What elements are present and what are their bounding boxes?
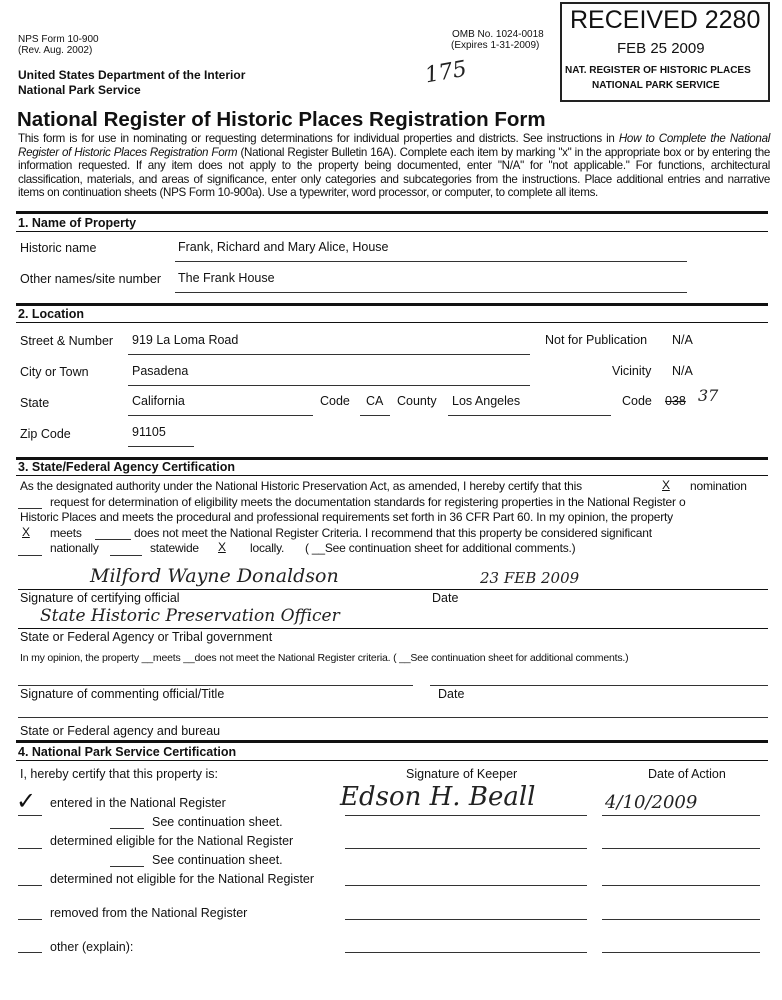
historic-name-field[interactable]: Frank, Richard and Mary Alice, House (178, 240, 389, 254)
field-underline (128, 385, 530, 386)
field-underline (175, 292, 687, 293)
keeper-line[interactable] (345, 815, 587, 816)
removed-label: removed from the National Register (50, 906, 248, 920)
divider (16, 322, 768, 323)
not-for-publication-label: Not for Publication (545, 333, 648, 347)
statewide-label: statewide (150, 541, 199, 555)
street-field[interactable]: 919 La Loma Road (132, 333, 239, 347)
certify-label: I, hereby certify that this property is: (20, 767, 218, 781)
nomination-label: nomination (690, 479, 747, 493)
omb-number: OMB No. 1024-0018 (452, 29, 544, 40)
intro-paragraph (18, 132, 770, 200)
county-code-field[interactable]: 038 (665, 394, 686, 408)
county-label: County (397, 394, 437, 408)
commenting-signature-label: Signature of commenting official/Title (20, 687, 225, 701)
action-line[interactable] (602, 815, 760, 816)
action-date-label: Date of Action (648, 767, 726, 781)
not-eligible-label: determined not eligible for the National Register (50, 872, 315, 886)
street-label: Street & Number (20, 334, 114, 348)
zip-label: Zip Code (20, 427, 71, 441)
entered-label: entered in the National Register (50, 796, 226, 810)
county-code-correction: 37 (698, 386, 719, 405)
see-continuation-2: See continuation sheet. (152, 853, 283, 867)
certifying-date: 23 FEB 2009 (480, 569, 580, 587)
stamp-line-1: NAT. REGISTER OF HISTORIC PLACES (565, 65, 751, 76)
nationally-label: nationally (50, 541, 99, 555)
action-date: 4/10/2009 (605, 792, 698, 813)
city-label: City or Town (20, 365, 89, 379)
intro-text-cont: (National Register Bulletin 16A). Complete each item by marking "x" in the appropriate box or by entering the information requested. If any item does not apply to the property being documented, enter "N/A" for "not applicable." For functions, architectural classification, materials, and areas of significance, enter only categories and subcategories from the instructions. Place additional entries and narrative items on continuation sheets (NPS Form 10-900a). Use a typewriter, word processor, or computer, to complete all items. (18, 145, 770, 200)
field-underline (128, 446, 194, 447)
does-not-meet-checkbox-line[interactable] (95, 539, 131, 540)
state-field[interactable]: California (132, 394, 185, 408)
divider (16, 303, 768, 306)
cert-line-1: As the designated authority under the National Historic Preservation Act, as amended, I hereby certify that this (20, 479, 582, 493)
field-underline (128, 354, 530, 355)
other-label: other (explain): (50, 940, 134, 954)
certifying-signature: Milford Wayne Donaldson (90, 565, 339, 587)
agency-label: State or Federal Agency or Tribal government (20, 630, 273, 644)
date-label: Date (432, 591, 459, 605)
historic-name-label: Historic name (20, 241, 97, 255)
form-revision: (Rev. Aug. 2002) (18, 45, 93, 56)
eligible-label: determined eligible for the National Register (50, 834, 294, 848)
other-names-label: Other names/site number (20, 272, 162, 286)
not-for-publication-field[interactable]: N/A (672, 333, 693, 347)
entered-checkbox-line[interactable] (18, 815, 42, 816)
statewide-checkbox-line[interactable] (110, 555, 142, 556)
form-number: NPS Form 10-900 (18, 34, 99, 45)
keeper-line[interactable] (345, 848, 587, 849)
continuation-note: ( __See continuation sheet for additional comments.) (305, 541, 576, 555)
see-continuation-1: See continuation sheet. (152, 815, 283, 829)
zip-field[interactable]: 91105 (132, 425, 166, 439)
section-3-heading: 3. State/Federal Agency Certification (18, 460, 235, 474)
meets-label: meets (50, 526, 82, 540)
keeper-line[interactable] (345, 952, 587, 953)
action-line[interactable] (602, 952, 760, 953)
commenting-signature-line[interactable] (18, 685, 413, 686)
handwritten-number: 175 (423, 56, 469, 89)
expiration: (Expires 1-31-2009) (451, 40, 540, 51)
opinion-text: In my opinion, the property __meets __does not meet the National Register criteria. ( __See continuation sheet for additional comments.) (20, 652, 629, 664)
state-label: State (20, 396, 50, 410)
stamp-received: RECEIVED 2280 (570, 6, 761, 34)
vicinity-label: Vicinity (612, 364, 652, 378)
signature-label: Signature of certifying official (20, 591, 180, 605)
commenting-date-line[interactable] (430, 685, 768, 686)
nomination-mark[interactable]: X (662, 478, 670, 492)
locally-label: locally. (250, 541, 285, 555)
agency-line[interactable] (18, 628, 768, 629)
county-code-label: Code (622, 394, 652, 408)
does-not-meet-label: does not meet the National Register Criteria. I recommend that this property be considered significant (134, 526, 652, 540)
bureau-line[interactable] (18, 717, 768, 718)
field-underline (360, 415, 390, 416)
nationally-checkbox-line[interactable] (18, 555, 42, 556)
cert-line-2: request for determination of eligibility meets the documentation standards for registering properties in the National Register o (50, 495, 686, 509)
commenting-date-label: Date (438, 687, 465, 701)
action-line[interactable] (602, 848, 760, 849)
meets-mark[interactable]: X (22, 525, 30, 539)
signature-line[interactable] (18, 589, 768, 590)
intro-text: This form is for use in nominating or requesting determinations for individual properties and districts. See instructions in (18, 132, 619, 145)
county-field[interactable]: Los Angeles (452, 394, 521, 408)
not-eligible-checkbox-line[interactable] (18, 885, 42, 886)
keeper-signature: Edson H. Beall (340, 782, 536, 812)
locally-mark[interactable]: X (218, 540, 226, 554)
intro-bulletin-title: How to Complete the National Register of Historic Places Registration Form (18, 132, 770, 159)
cert-line-3: Historic Places and meets the procedural and professional requirements set forth in 36 CFR Part 60. In my opinion, the property (20, 510, 673, 524)
field-underline (175, 261, 687, 262)
bureau-label: State or Federal agency and bureau (20, 724, 221, 738)
eligible-checkbox-line[interactable] (18, 848, 42, 849)
state-code-field[interactable]: CA (366, 394, 384, 408)
see-continuation-1-line[interactable] (110, 828, 144, 829)
divider (16, 211, 768, 214)
agency-handwritten: State Historic Preservation Officer (40, 606, 340, 626)
section-2-heading: 2. Location (18, 307, 84, 321)
other-names-field[interactable]: The Frank House (178, 271, 275, 285)
divider (16, 475, 768, 476)
keeper-label: Signature of Keeper (406, 767, 518, 781)
department: United States Department of the Interior (18, 68, 246, 82)
keeper-line[interactable] (345, 885, 587, 886)
state-code-label: Code (320, 394, 350, 408)
city-field[interactable]: Pasadena (132, 364, 189, 378)
divider (16, 740, 768, 743)
stamp-line-2: NATIONAL PARK SERVICE (592, 80, 720, 91)
field-underline (448, 415, 611, 416)
removed-checkbox-line[interactable] (18, 919, 42, 920)
field-underline (128, 415, 313, 416)
action-line[interactable] (602, 919, 760, 920)
vicinity-field[interactable]: N/A (672, 364, 693, 378)
divider (16, 760, 768, 761)
page-title: National Register of Historic Places Registration Form (17, 108, 546, 131)
other-checkbox-line[interactable] (18, 952, 42, 953)
action-line[interactable] (602, 885, 760, 886)
section-4-heading: 4. National Park Service Certification (18, 745, 237, 759)
see-continuation-2-line[interactable] (110, 866, 144, 867)
stamp-date: FEB 25 2009 (617, 40, 705, 57)
keeper-line[interactable] (345, 919, 587, 920)
received-stamp (560, 2, 770, 102)
section-1-heading: 1. Name of Property (18, 216, 137, 230)
service: National Park Service (18, 83, 141, 97)
check-mark-icon: ✓ (16, 788, 37, 815)
request-checkbox-line[interactable] (18, 508, 42, 509)
divider (16, 231, 768, 232)
